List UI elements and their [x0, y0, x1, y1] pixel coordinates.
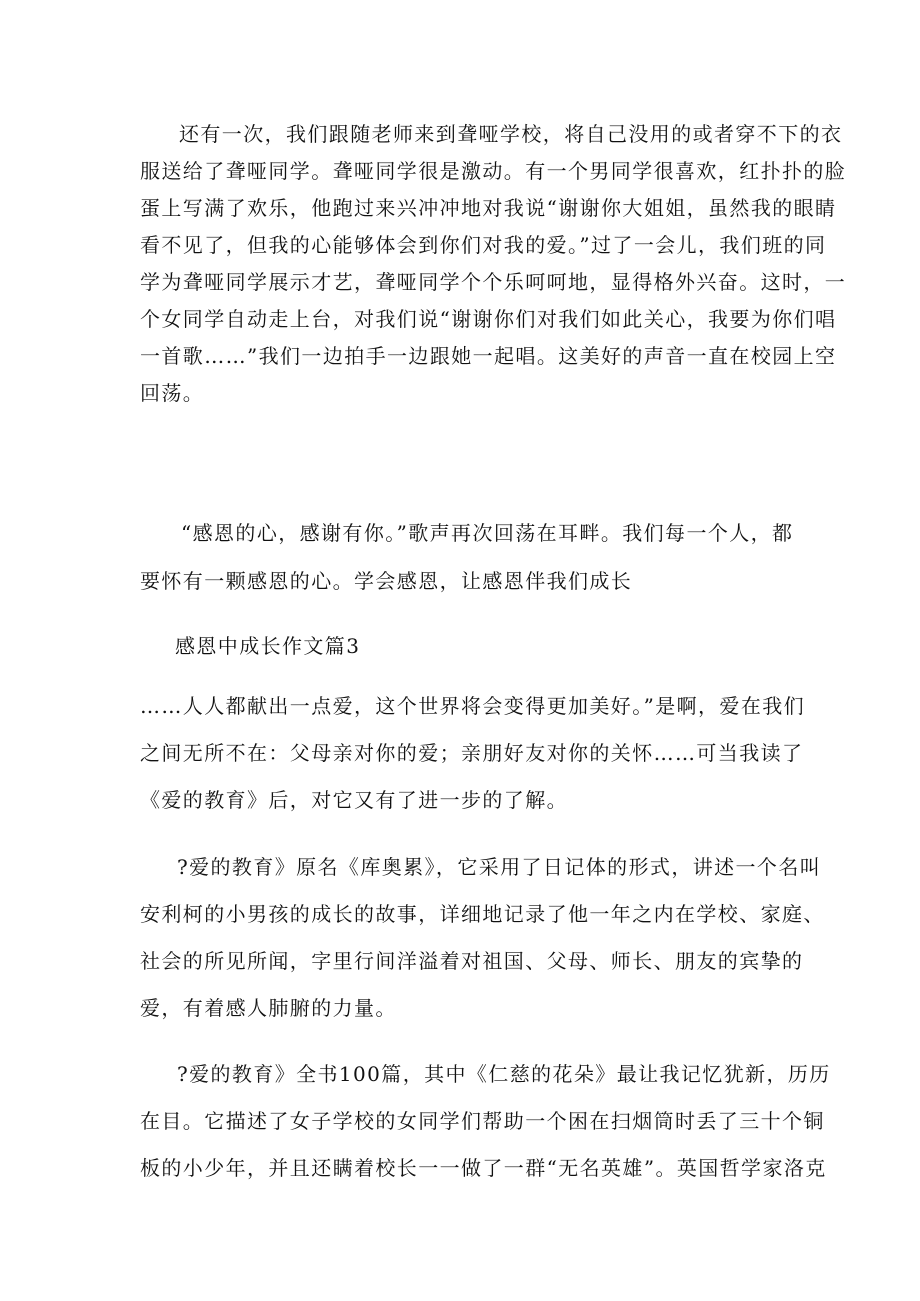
paragraph-line: 学为聋哑同学展示才艺，聋哑同学个个乐呵呵地，显得格外兴奋。这时，一 — [140, 270, 847, 294]
paragraph-line: 看不见了，但我的心能够体会到你们对我的爱。”过了一会儿，我们班的同 — [140, 233, 827, 257]
paragraph-line: “感恩的心，感谢有你。”歌声再次回荡在耳畔。我们每一个人，都 — [181, 521, 794, 545]
paragraph-line: ?爱的教育》全书100篇，其中《仁慈的花朵》最让我记忆犹新，历历 — [177, 1062, 831, 1086]
paragraph-line: 服送给了聋哑同学。聋哑同学很是激动。有一个男同学很喜欢，红扑扑的脸 — [140, 159, 847, 183]
paragraph-line: 要怀有一颗感恩的心。学会感恩，让感恩伴我们成长 — [140, 569, 633, 593]
essay-title: 感恩中成长作文篇3 — [175, 634, 361, 658]
paragraph-line: 在目。它描述了女子学校的女同学们帮助一个困在扫烟筒时丢了三十个铜 — [140, 1109, 825, 1133]
paragraph-line: 《爱的教育》后，对它又有了进一步的了解。 — [140, 788, 568, 812]
paragraph-line: 回荡。 — [140, 381, 205, 405]
paragraph-line: 安利柯的小男孩的成长的故事，详细地记录了他一年之内在学校、家庭、 — [140, 902, 825, 926]
paragraph-line: 还有一次，我们跟随老师来到聋哑学校，将自己没用的或者穿不下的衣 — [179, 122, 843, 146]
paragraph-line: 蛋上写满了欢乐，他跑过来兴冲冲地对我说“谢谢你大姐姐，虽然我的眼睛 — [140, 196, 837, 220]
paragraph-line: 爱，有着感人肺腑的力量。 — [140, 996, 397, 1020]
paragraph-line: 一首歌……”我们一边拍手一边跟她一起唱。这美好的声音一直在校园上空 — [140, 344, 837, 368]
paragraph-line: ……人人都献出一点爱，这个世界将会变得更加美好。”是啊，爱在我们 — [140, 694, 806, 718]
paragraph-line: 之间无所不在：父母亲对你的爱；亲朋好友对你的关怀……可当我读了 — [140, 741, 804, 765]
paragraph-line: 板的小少年，并且还瞒着校长一一做了一群“无名英雄”。英国哲学家洛克 — [140, 1156, 827, 1180]
paragraph-line: 社会的所见所闻，字里行间洋溢着对祖国、父母、师长、朋友的宾挚的 — [140, 949, 804, 973]
paragraph-line: ?爱的教育》原名《库奥累》，它采用了日记体的形式，讲述一个名叫 — [177, 855, 822, 879]
paragraph-line: 个女同学自动走上台，对我们说“谢谢你们对我们如此关心，我要为你们唱 — [140, 307, 837, 331]
